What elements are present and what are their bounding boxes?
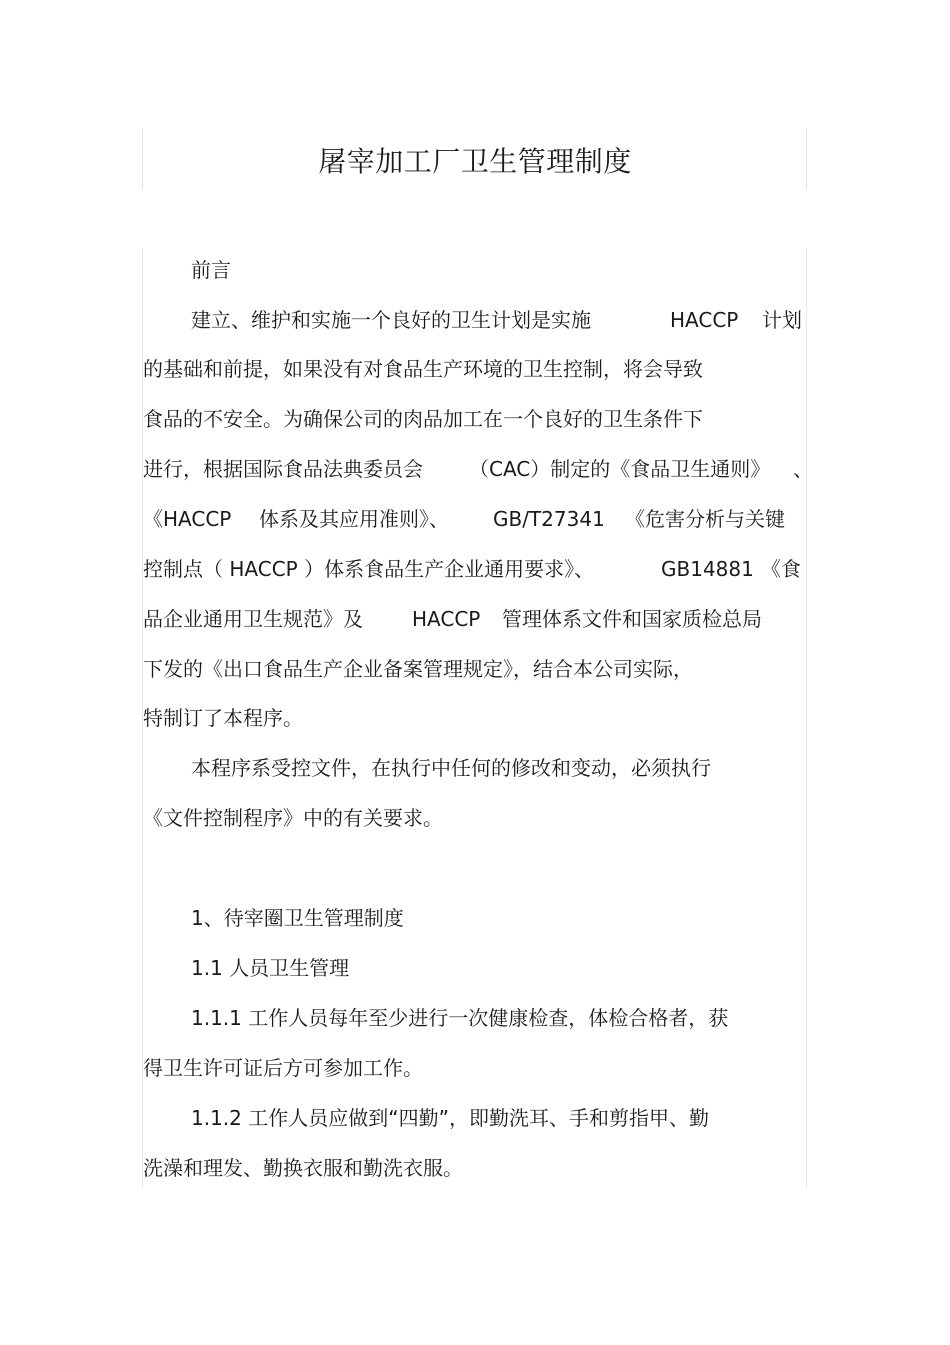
intro-line-4-cac: （CAC）制定的《食品卫生通则》 xyxy=(469,457,771,481)
preface-heading: 前言 xyxy=(191,258,231,282)
intro-line-2: 的基础和前提，如果没有对食品生产环境的卫生控制，将会导致 xyxy=(143,357,703,381)
intro-line-6 xyxy=(143,554,807,584)
intro-line-3: 食品的不安全。为确保公司的肉品加工在一个良好的卫生条件下 xyxy=(143,407,703,431)
intro-line-8: 下发的《出口食品生产企业备案管理规定》，结合本公司实际， xyxy=(143,657,693,681)
section-1-1-heading: 1.1 人员卫生管理 xyxy=(191,956,350,980)
control-line-1: 本程序系受控文件，在执行中任何的修改和变动，必须执行 xyxy=(191,756,711,780)
control-line-2: 《文件控制程序》中的有关要求。 xyxy=(143,806,443,830)
item-1-1-1-line-2: 得卫生许可证后方可参加工作。 xyxy=(143,1056,423,1080)
intro-line-4-end: 、 xyxy=(793,457,813,481)
intro-line-5-gbt: GB/T27341 xyxy=(493,507,605,531)
intro-line-5-haccp: 《HACCP xyxy=(143,507,232,531)
intro-line-5-text: 体系及其应用准则》、 xyxy=(259,507,449,531)
intro-line-5 xyxy=(143,504,807,534)
intro-line-7-end: 管理体系文件和国家质检总局 xyxy=(502,607,762,631)
intro-line-1-text: 建立、维护和实施一个良好的卫生计划是实施 xyxy=(191,308,591,332)
intro-line-1 xyxy=(143,305,807,335)
intro-line-6-gb: GB14881 xyxy=(661,557,754,581)
intro-line-6-end: 《食 xyxy=(761,557,801,581)
item-1-1-2-line-1: 1.1.2 工作人员应做到“四勤”，即勤洗耳、手和剪指甲、勤 xyxy=(191,1106,709,1130)
intro-line-4-text: 进行，根据国际食品法典委员会 xyxy=(143,457,423,481)
item-1-1-2-line-2: 洗澡和理发、勤换衣服和勤洗衣服。 xyxy=(143,1156,463,1180)
intro-line-7 xyxy=(143,604,807,634)
intro-line-1-end: 计划 xyxy=(762,308,802,332)
intro-line-7-haccp: HACCP xyxy=(412,607,481,631)
intro-line-7-text: 品企业通用卫生规范》及 xyxy=(143,607,363,631)
body-frame-right-line xyxy=(806,248,807,1188)
section-1-heading: 1、待宰圈卫生管理制度 xyxy=(191,906,404,930)
intro-line-6-text: 控制点（ HACCP ）体系食品生产企业通用要求》、 xyxy=(143,557,595,581)
intro-line-9: 特制订了本程序。 xyxy=(143,706,303,730)
item-1-1-1-line-1: 1.1.1 工作人员每年至少进行一次健康检查，体检合格者，获 xyxy=(191,1006,729,1030)
intro-line-5-end: 《危害分析与关键 xyxy=(625,507,785,531)
document-title: 屠宰加工厂卫生管理制度 xyxy=(318,145,632,178)
intro-line-1-haccp: HACCP xyxy=(670,308,739,332)
intro-line-4 xyxy=(143,454,813,484)
